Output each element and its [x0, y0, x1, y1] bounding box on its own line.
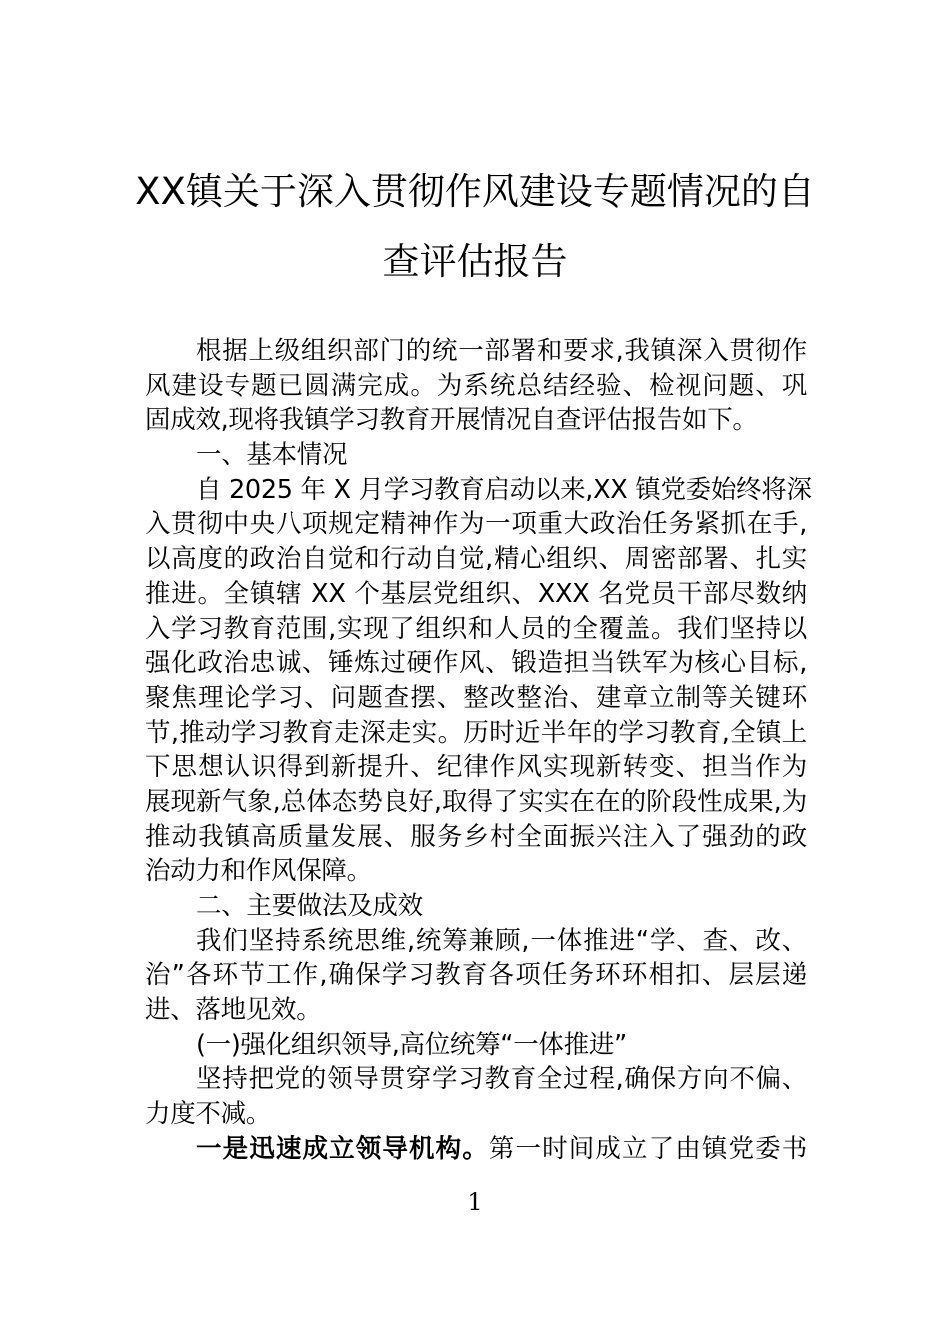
paragraph-line: 坚持把党的领导贯穿学习教育全过程,确保方向不偏、 — [196, 1064, 807, 1095]
section-heading-methods: 二、主要做法及成效 — [196, 891, 423, 921]
page-number: 1 — [467, 1188, 483, 1216]
subsection-heading: (一)强化组织领导,高位统筹“一体推进” — [196, 1029, 627, 1060]
paragraph-line: 治动力和作风保障。 — [145, 856, 372, 887]
paragraph-line: 固成效,现将我镇学习教育开展情况自查评估报告如下。 — [145, 405, 758, 436]
section-heading-basic: 一、基本情况 — [196, 440, 348, 471]
paragraph-line: 风建设专题已圆满完成。为系统总结经验、检视问题、巩 — [145, 370, 807, 401]
paragraph-line-tail: 第一时间成立了由镇党委书 — [488, 1133, 808, 1164]
paragraph-line: 以高度的政治自觉和行动自觉,精心组织、周密部署、扎实 — [145, 544, 807, 575]
report-title-line-1: XX镇关于深入贯彻作风建设专题情况的自 — [135, 170, 815, 213]
paragraph-line: 强化政治忠诚、锤炼过硬作风、锻造担当铁军为核心目标, — [145, 648, 807, 679]
paragraph-line: 治”各环节工作,确保学习教育各项任务环环相扣、层层递 — [145, 960, 807, 991]
paragraph-line: 入贯彻中央八项规定精神作为一项重大政治任务紧抓在手, — [145, 509, 807, 540]
paragraph-line: 自 2025 年 X 月学习教育启动以来,XX 镇党委始终将深 — [196, 474, 812, 505]
paragraph-line: 下思想认识得到新提升、纪律作风实现新转变、担当作为 — [145, 752, 807, 783]
paragraph-line: 展现新气象,总体态势良好,取得了实实在在的阶段性成果,为 — [145, 786, 807, 817]
paragraph-line: 聚焦理论学习、问题查摆、整改整治、建章立制等关键环 — [145, 682, 807, 713]
bold-lead-text: 一是迅速成立领导机构。 — [196, 1133, 489, 1164]
paragraph-line: 节,推动学习教育走深走实。历时近半年的学习教育,全镇上 — [145, 717, 807, 748]
paragraph-line: 推动我镇高质量发展、服务乡村全面振兴注入了强劲的政 — [145, 821, 807, 852]
paragraph-line — [145, 1132, 807, 1167]
report-title-line-2: 查评估报告 — [382, 240, 568, 283]
paragraph-line: 根据上级组织部门的统一部署和要求,我镇深入贯彻作 — [196, 336, 807, 366]
report-title — [130, 168, 820, 286]
paragraph-line: 进、落地见效。 — [145, 995, 322, 1026]
paragraph-line: 推进。全镇辖 XX 个基层党组织、XXX 名党员干部尽数纳 — [145, 578, 807, 609]
paragraph-line: 入学习教育范围,实现了组织和人员的全覆盖。我们坚持以 — [145, 613, 807, 644]
report-body — [145, 334, 812, 1167]
paragraph-line: 我们坚持系统思维,统筹兼顾,一体推进“学、查、改、 — [196, 925, 807, 956]
paragraph-line: 力度不减。 — [145, 1099, 272, 1130]
